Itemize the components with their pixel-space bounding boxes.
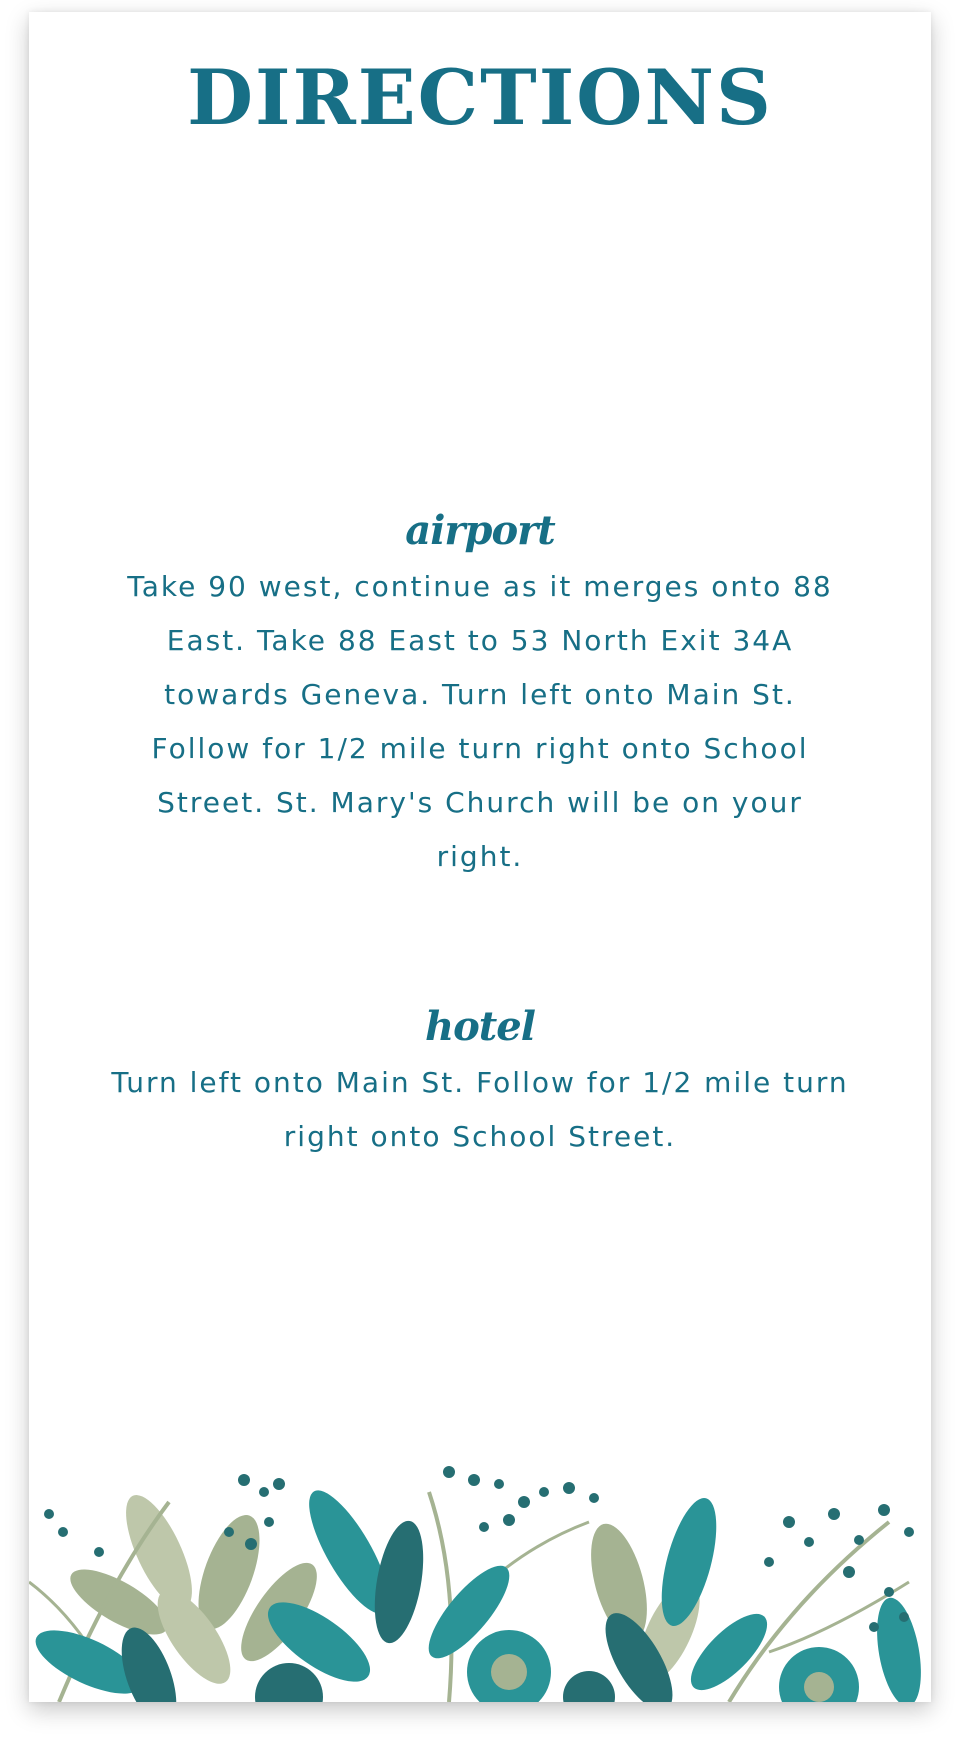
hotel-section (29, 1004, 931, 1164)
page-title: DIRECTIONS (187, 53, 773, 142)
watercolor-foliage-illustration (29, 1462, 931, 1702)
airport-heading: airport (405, 507, 555, 554)
hotel-directions-text: Turn left onto Main St. Follow for 1/2 mile turn right onto School Street. (111, 1066, 849, 1153)
airport-directions-text: Take 90 west, continue as it merges onto 88 East. Take 88 East to 53 North Exit 34A towards Geneva. Turn left onto Main St. Follow for 1/2 mile turn right onto School Street. St. Mary's Church will be on your right. (127, 570, 833, 873)
airport-section (29, 508, 931, 884)
directions-card (29, 12, 931, 1702)
hotel-heading: hotel (425, 1003, 535, 1050)
